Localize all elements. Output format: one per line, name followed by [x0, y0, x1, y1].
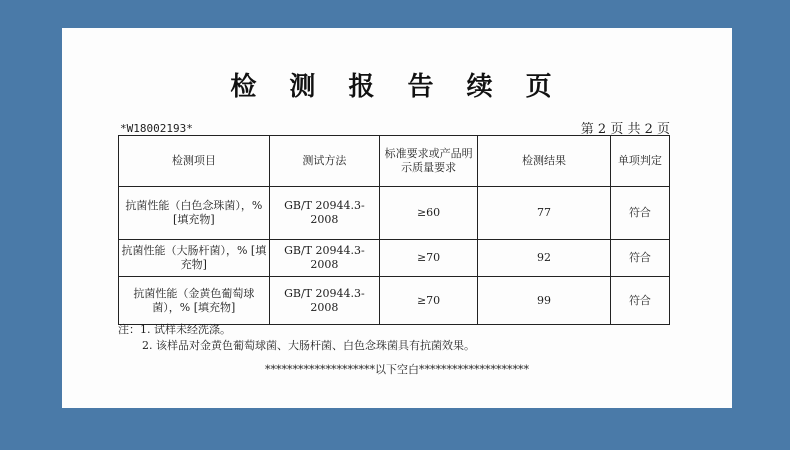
report-code: *W18002193* [120, 122, 193, 135]
header-result: 检测结果 [478, 136, 611, 187]
cell-requirement: ≥70 [380, 240, 478, 277]
cell-judgement: 符合 [610, 187, 669, 240]
header-test-item: 检测项目 [119, 136, 270, 187]
cell-method: GB/T 20944.3-2008 [269, 277, 379, 325]
cell-requirement: ≥60 [380, 187, 478, 240]
test-results-table [118, 135, 670, 325]
cell-method: GB/T 20944.3-2008 [269, 187, 379, 240]
table-row [119, 187, 670, 240]
cell-method: GB/T 20944.3-2008 [269, 240, 379, 277]
cell-requirement: ≥70 [380, 277, 478, 325]
report-title: 检 测 报 告 续 页 [230, 72, 564, 102]
page-number: 第 2 页 共 2 页 [580, 122, 670, 137]
header-test-method: 测试方法 [269, 136, 379, 187]
note-2: 2. 该样品对金黄色葡萄球菌、大肠杆菌、白色念珠菌具有抗菌效果。 [142, 339, 475, 352]
cell-result: 99 [478, 277, 611, 325]
cell-judgement: 符合 [610, 240, 669, 277]
note-1: 注：1. 试样未经洗涤。 [118, 323, 231, 336]
cell-item: 抗菌性能（金黄色葡萄球菌），% [填充物] [119, 277, 270, 325]
report-page [62, 28, 732, 408]
cell-result: 77 [478, 187, 611, 240]
blank-below-marker: ********************以下空白******************** [265, 363, 529, 376]
cell-item: 抗菌性能（大肠杆菌），% [填充物] [119, 240, 270, 277]
table-row [119, 277, 670, 325]
header-requirement: 标准要求或产品明示质量要求 [380, 136, 478, 187]
header-judgement: 单项判定 [610, 136, 669, 187]
table-header-row [119, 136, 670, 187]
notes-section [118, 322, 475, 354]
cell-item: 抗菌性能（白色念珠菌），% [填充物] [119, 187, 270, 240]
cell-judgement: 符合 [610, 277, 669, 325]
table-row [119, 240, 670, 277]
cell-result: 92 [478, 240, 611, 277]
